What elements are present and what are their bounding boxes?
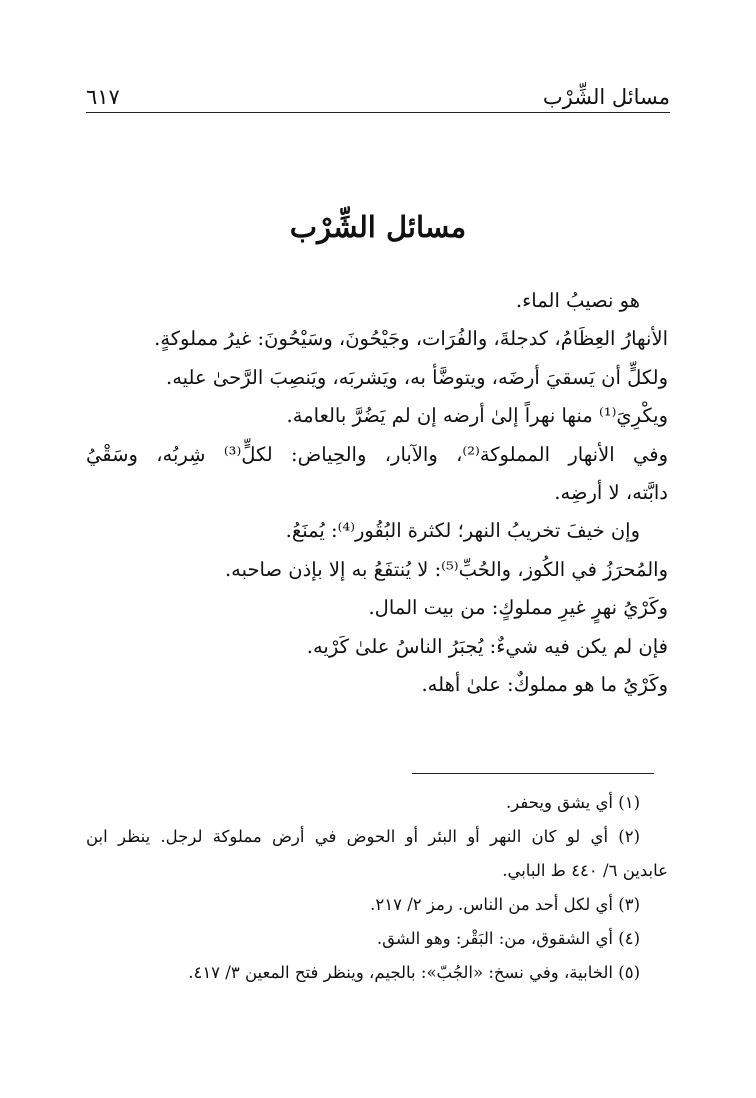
body-line: وإن خيفَ تخريبُ النهر؛ لكثرة البُقُور⁽⁴⁾: يُمنَعُ. (285, 519, 640, 543)
body-line: ولكلٍّ أن يَسقيَ أرضَه، ويتوضَّأ به، ويَشربَه، ويَنصِبَ الرَّحىٰ عليه. (166, 365, 668, 389)
body-text (86, 282, 668, 704)
body-line: ويكْرِيَ⁽¹⁾ منها نهراً إلىٰ أرضه إن لم يَضُرَّ بالعامة. (286, 404, 668, 428)
body-line: فإن لم يكن فيه شيءٌ: يُجبَرُ الناسُ علىٰ كَرْيه. (306, 634, 668, 658)
footnote: (١) أي يشق ويحفر. (506, 793, 640, 812)
body-line: وكَرْيُ ما هو مملوكٌ: علىٰ أهله. (421, 673, 668, 697)
footnote-continuation: عابدين ٦/ ٤٤٠ ط البابي. (502, 861, 668, 880)
chapter-title: مسائل الشِّرْب (289, 210, 467, 244)
footnote: (٤) أي الشقوق، من: البَقْر: وهو الشق. (376, 929, 640, 948)
body-line: والمُحرَزُ في الكُوز، والحُبِّ⁽⁵⁾: لا يُنتفَعُ به إلا بإذن صاحبه. (224, 557, 668, 581)
page-number: ٦١٧ (86, 85, 120, 109)
footnote: (٣) أي لكل أحد من الناس. رمز ٢/ ٢١٧. (370, 895, 640, 914)
running-head-title: مسائل الشِّرْب (542, 85, 670, 109)
body-line: وفي الأنهار المملوكة⁽²⁾، والآبار، والحِياض: لكلٍّ⁽³⁾ شِربُه، وسَقْيُ (86, 442, 668, 466)
footnote: (٥) الخابية، وفي نسخ: «الجُبّ»: بالجيم، وينظر فتح المعين ٣/ ٤١٧. (188, 963, 640, 982)
footnotes (86, 786, 668, 990)
running-head (86, 76, 670, 113)
footnote: (٢) أي لو كان النهر أو البئر أو الحوض في أرض مملوكة لرجل. ينظر ابن (86, 827, 640, 846)
body-line: هو نصيبُ الماء. (515, 289, 640, 312)
body-line: دابَّته، لا أرضِه. (554, 481, 668, 505)
footnote-separator (412, 773, 654, 774)
body-line: الأنهارُ العِظَامُ، كدجلةَ، والفُرَات، وجَيْحُونَ، وسَيْحُونَ: غيرُ مملوكةٍ. (154, 327, 668, 351)
body-line: وكَرْيُ نهرٍ غيرِ مملوكٍ: من بيت المال. (368, 596, 668, 620)
